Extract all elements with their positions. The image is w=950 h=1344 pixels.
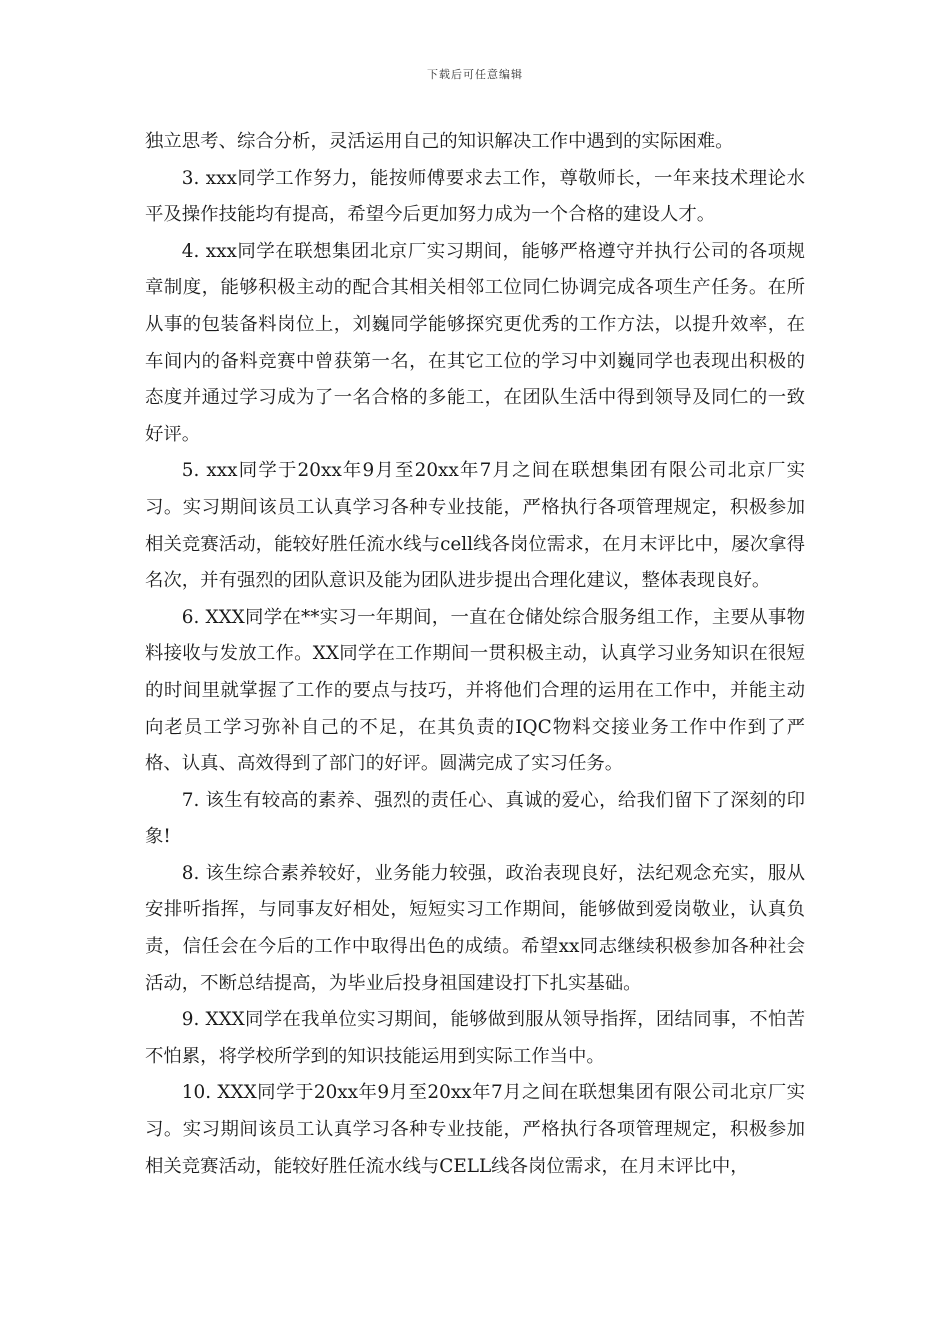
paragraph: 10. XXX同学于20xx年9月至20xx年7月之间在联想集团有限公司北京厂实习。实习期间该员工认真学习各种专业技能，严格执行各项管理规定，积极参加相关竞赛活动，能较好胜任流水线与CELL线各岗位需求，在月末评比中， [145, 1082, 805, 1177]
paragraph: 5. xxx同学于20xx年9月至20xx年7月之间在联想集团有限公司北京厂实习。实习期间该员工认真学习各种专业技能，严格执行各项管理规定，积极参加相关竞赛活动，能较好胜任流水线与cell线各岗位需求，在月末评比中，屡次拿得名次，并有强烈的团队意识及能为团队进步提出合理化建议，整体表现良好。 [145, 460, 805, 592]
paragraph: 9. XXX同学在我单位实习期间，能够做到服从领导指挥，团结同事，不怕苦不怕累，将学校所学到的知识技能运用到实际工作当中。 [145, 1009, 805, 1067]
page-header: 下载后可任意编辑 [427, 68, 523, 81]
document-body [145, 124, 805, 1185]
paragraph: 4. xxx同学在联想集团北京厂实习期间，能够严格遵守并执行公司的各项规章制度，能够积极主动的配合其相关相邻工位同仁协调完成各项生产任务。在所从事的包装备料岗位上，刘巍同学能够探究更优秀的工作方法，以提升效率，在车间内的备料竞赛中曾获第一名，在其它工位的学习中刘巍同学也表现出积极的态度并通过学习成为了一名合格的多能工，在团队生活中得到领导及同仁的一致好评。 [145, 240, 805, 445]
paragraph: 8. 该生综合素养较好，业务能力较强，政治表现良好，法纪观念充实，服从安排听指挥，与同事友好相处，短短实习工作期间，能够做到爱岗敬业，认真负责，信任会在今后的工作中取得出色的成绩。希望xx同志继续积极参加各种社会活动，不断总结提高，为毕业后投身祖国建设打下扎实基础。 [145, 862, 805, 994]
paragraph: 3. xxx同学工作努力，能按师傅要求去工作，尊敬师长，一年来技术理论水平及操作技能均有提高，希望今后更加努力成为一个合格的建设人才。 [145, 167, 805, 226]
paragraph: 7. 该生有较高的素养、强烈的责任心、真诚的爱心，给我们留下了深刻的印象! [145, 789, 805, 848]
paragraph: 6. XXX同学在**实习一年期间，一直在仓储处综合服务组工作，主要从事物料接收与发放工作。XX同学在工作期间一贯积极主动，认真学习业务知识在很短的时间里就掌握了工作的要点与技巧，并将他们合理的运用在工作中，并能主动向老员工学习弥补自己的不足，在其负责的IQC物料交接业务工作中作到了严格、认真、高效得到了部门的好评。圆满完成了实习任务。 [145, 606, 805, 775]
paragraph: 独立思考、综合分析，灵活运用自己的知识解决工作中遇到的实际困难。 [145, 131, 734, 152]
